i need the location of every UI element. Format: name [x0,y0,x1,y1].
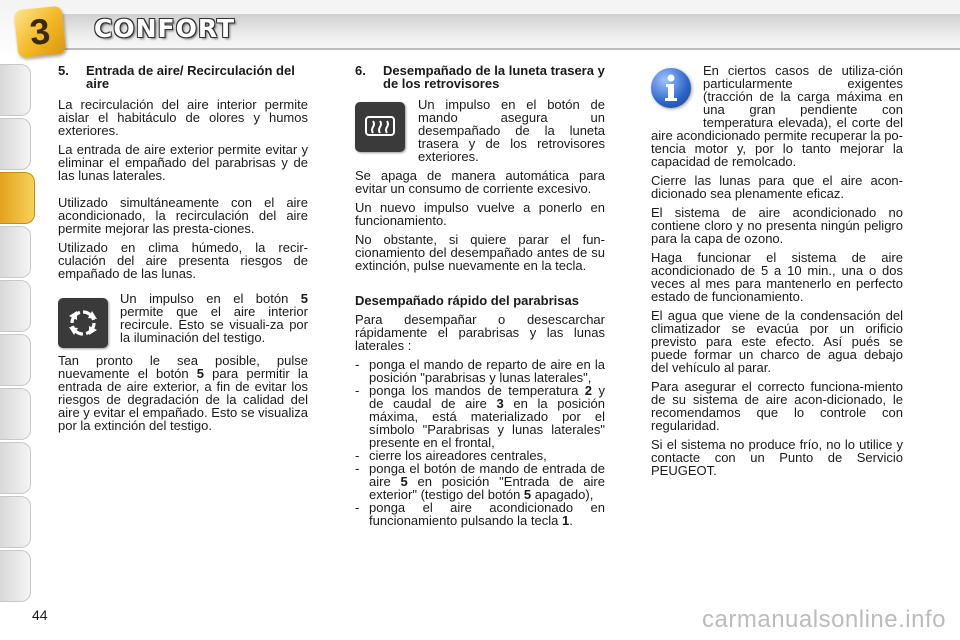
chapter-tab-9[interactable] [0,496,31,548]
paragraph: Utilizado simultáneamente con el aire acondicionado, la recirculación del aire permite mejorar las presta-ciones. [58,195,308,236]
defrost-button-text: Un impulso en el botón de mando asegura un desempañado de la luneta trasera y de los retrovisores exteriores. [418,97,605,164]
paragraph: El agua que viene de la condensación del climatizador se evacúa por un orificio previsto para este efecto. Así pués se puede formar un charco de agua debajo del vehículo al parar. [651,308,903,375]
paragraph: El sistema de aire acondicionado no contiene cloro y no presenta ningún peligro para la capa de ozono. [651,205,903,246]
chapter-tab-6[interactable] [0,334,31,386]
page-header [0,0,960,60]
section-5-title: Entrada de aire/ Recirculación del aire [86,63,295,91]
section-6-title: Desempañado de la luneta trasera y de los retrovisores [383,63,605,91]
paragraph: La recirculación del aire interior permite aislar el habitáculo de olores y humos exteriores. [58,97,308,138]
info-icon [651,64,703,124]
list-item: - ponga el mando de reparto de aire en la posición "parabrisas y lunas laterales", [355,358,605,384]
rapid-defrost-steps [355,358,605,527]
list-item: - ponga el aire acondicionado en funcionamiento pulsando la tecla 1. [355,501,605,527]
section-6-number: 6. [355,63,366,78]
watermark: carmanualsonline.info [702,606,946,633]
rear-defrost-button-icon [355,98,418,152]
defrost-info-row [355,98,605,163]
chapter-tab-2[interactable] [0,118,31,170]
list-item: - cierre los aireadores centrales, [355,449,605,462]
page-number: 44 [32,607,48,623]
recirculation-button-text: Un impulso en el botón 5 permite que el aire interior recircule. Esto se visuali-za por la iluminación del testigo. [120,291,308,345]
section-5-number: 5. [58,63,69,78]
paragraph: Haga funcionar el sistema de aire acondicionado de 5 a 10 min., una o dos veces al mes para mantenerlo en perfecto estado de funcionamiento. [651,250,903,304]
paragraph: Utilizado en clima húmedo, la recir-culación del aire presenta riesgos de empañado de las lunas. [58,240,308,281]
column-left [58,64,308,438]
list-item: - ponga el botón de mando de entrada de aire 5 en posición "Entrada de aire exterior" (testigo del botón 5 apagado), [355,462,605,501]
chapter-number-badge: 3 [14,6,67,59]
paragraph: Se apaga de manera automática para evitar un consumo de corriente excesivo. [355,168,605,196]
chapter-tab-10[interactable] [0,550,31,602]
section-6-heading [355,64,605,90]
paragraph: No obstante, si quiere parar el fun-cionamiento del desempañado antes de su extinción, pulse nuevamente en la tecla. [355,232,605,273]
column-middle [355,64,605,527]
chapter-tab-1[interactable] [0,64,31,116]
info-text: En ciertos casos de utiliza-ción particularmente exigentes (tracción de la carga máxima en una gran pendiente con temperatura elevada), el corte del aire acondicionado permite recuperar la po-tencia motor y, por lo tanto mejorar la capacidad de remolcado. [651,63,903,169]
paragraph: La entrada de aire exterior permite evitar y eliminar el empañado del parabrisas y de las lunas laterales. [58,142,308,183]
paragraph: Si el sistema no produce frío, no lo utilice y contacte con un Punto de Servicio PEUGEOT. [651,437,903,478]
chapter-tab-3-active[interactable] [0,172,35,224]
column-right [651,64,903,483]
chapter-tab-7[interactable] [0,388,31,440]
rapid-defrost-heading: Desempañado rápido del parabrisas [355,293,579,308]
paragraph: Un nuevo impulso vuelve a ponerlo en funcionamiento. [355,200,605,228]
chapter-tab-8[interactable] [0,442,31,494]
paragraph: Para asegurar el correcto funciona-miento de su sistema de aire acon-dicionado, le recomendamos que lo controle con regularidad. [651,379,903,433]
chapter-title: CONFORT [94,14,236,43]
chapter-tab-4[interactable] [0,226,31,278]
recirculation-button-icon [58,292,120,348]
recirculation-info-row [58,292,308,348]
paragraph: Cierre las lunas para que el aire acon-dicionado sea plenamente eficaz. [651,173,903,201]
section-5-heading [58,64,308,90]
paragraph: Tan pronto le sea posible, pulse nuevamente el botón 5 para permitir la entrada de aire exterior, a fin de evitar los riesgos de degradación de la calidad del aire y evitar el empañado. Esto se visualiza por la extinción del testigo. [58,353,309,433]
chapter-tab-5[interactable] [0,280,31,332]
list-item: - ponga los mandos de temperatura 2 y de caudal de aire 3 en la posición máxima, está materializado por el símbolo "Parabrisas y lunas laterales" presente en el frontal, [355,384,605,449]
info-note [651,64,903,168]
paragraph: Para desempañar o desescarchar rápidamente el parabrisas y las lunas laterales : [355,312,605,353]
